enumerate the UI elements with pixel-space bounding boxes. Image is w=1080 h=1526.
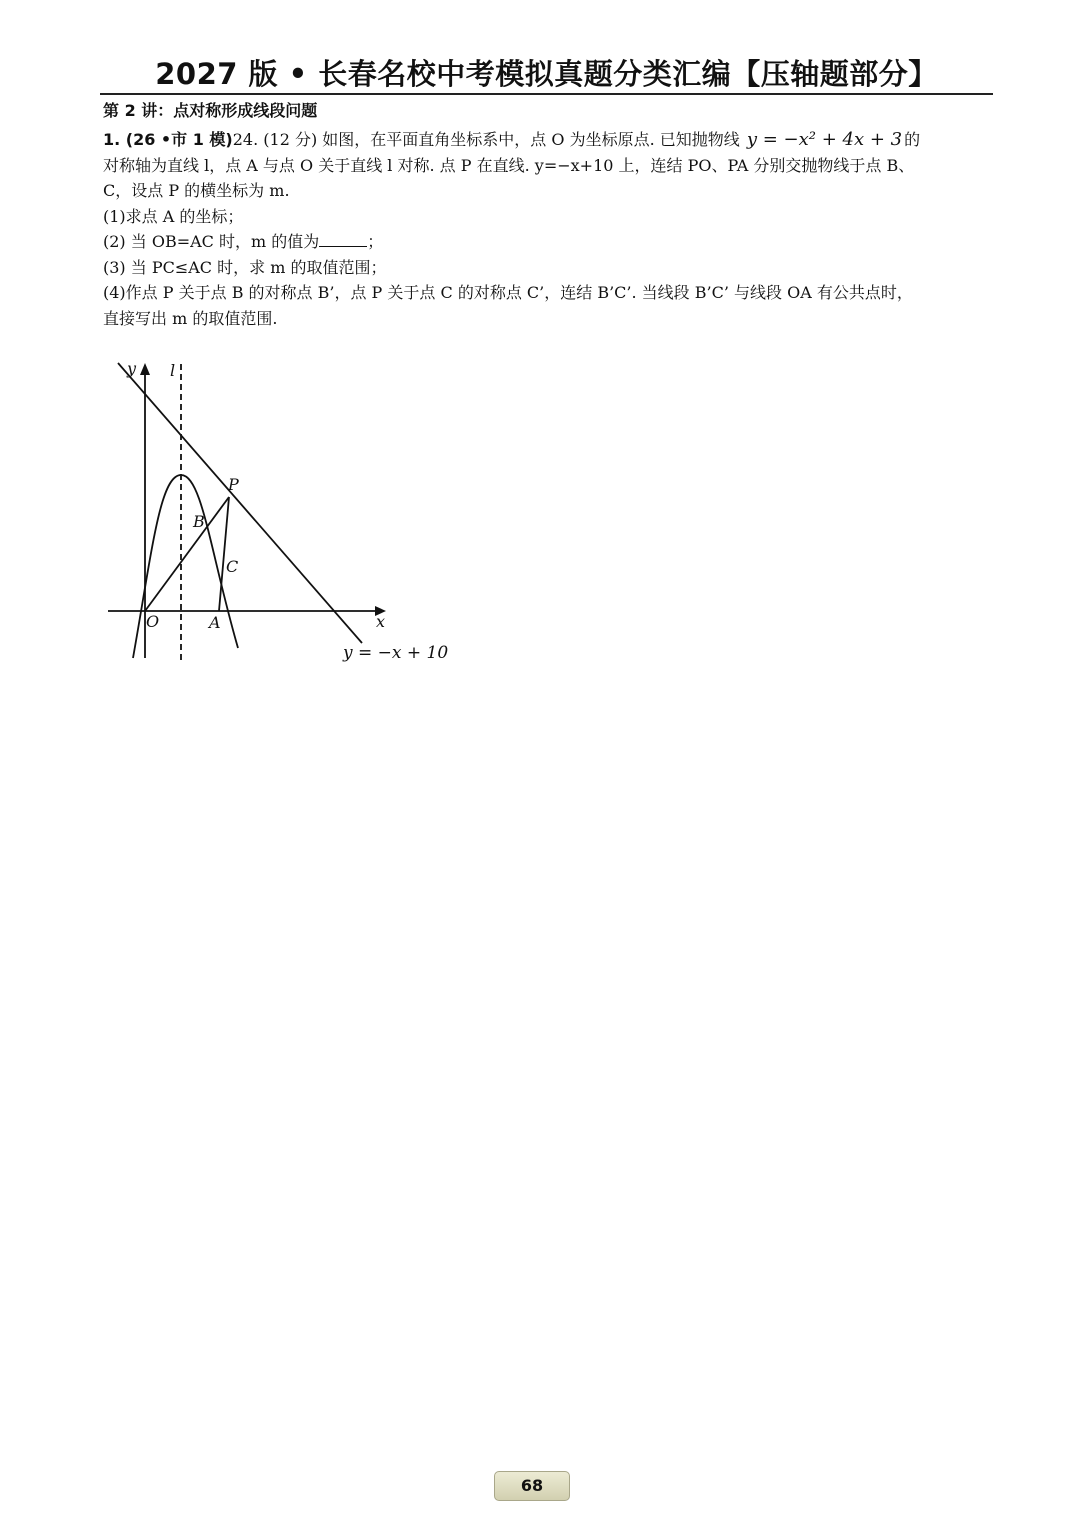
problem-line-1	[103, 127, 998, 153]
problem-line-2: 对称轴为直线 l，点 A 与点 O 关于直线 l 对称. 点 P 在直线. y=−x+10 上，连结 PO、PA 分别交抛物线于点 B、	[103, 155, 915, 175]
label-O: O	[146, 612, 160, 631]
header-rule	[100, 93, 993, 95]
line-equation-label: y = −x + 10	[343, 643, 449, 663]
problem-intro: 24. (12 分) 如图，在平面直角坐标系中，点 O 为坐标原点. 已知抛物线	[232, 130, 740, 149]
segment-PO	[145, 497, 229, 611]
parabola-formula: y = −x² + 4x + 3	[746, 129, 903, 150]
label-B: B	[193, 512, 205, 531]
problem-text	[103, 127, 998, 331]
answer-blank	[319, 232, 367, 247]
section-title: 第 2 讲：点对称形成线段问题	[103, 101, 318, 120]
label-P: P	[228, 475, 239, 494]
page-header-title: 2027 版 • 长春名校中考模拟真题分类汇编【压轴题部分】	[155, 57, 938, 91]
label-y: y	[127, 359, 137, 378]
y-axis-arrow	[140, 363, 150, 375]
line-y-neg-x-plus-10	[118, 363, 362, 643]
page-number: 68	[494, 1471, 570, 1501]
label-C: C	[226, 557, 239, 576]
coordinate-figure	[100, 350, 450, 670]
question-1: (1)求点 A 的坐标；	[103, 206, 244, 226]
label-l: l	[170, 361, 176, 380]
problem-line-3: C，设点 P 的横坐标为 m.	[103, 181, 290, 200]
question-4-line-1: (4)作点 P 关于点 B 的对称点 B’，点 P 关于点 C 的对称点 C’，连结 B’C’. 当线段 B’C’ 与线段 OA 有公共点时，	[103, 283, 913, 302]
problem-intro-end: 的	[904, 130, 921, 149]
label-x: x	[376, 612, 386, 631]
question-2-text: (2) 当 OB=AC 时，m 的值为	[103, 232, 320, 251]
question-4-line-2: 直接写出 m 的取值范围.	[103, 308, 278, 328]
question-2	[103, 229, 998, 255]
question-2-end: ；	[367, 232, 384, 251]
problem-source: 1. (26 •市 1 模)	[103, 130, 233, 149]
question-3: (3) 当 PC≤AC 时，求 m 的取值范围；	[103, 257, 387, 277]
label-A: A	[209, 613, 221, 632]
